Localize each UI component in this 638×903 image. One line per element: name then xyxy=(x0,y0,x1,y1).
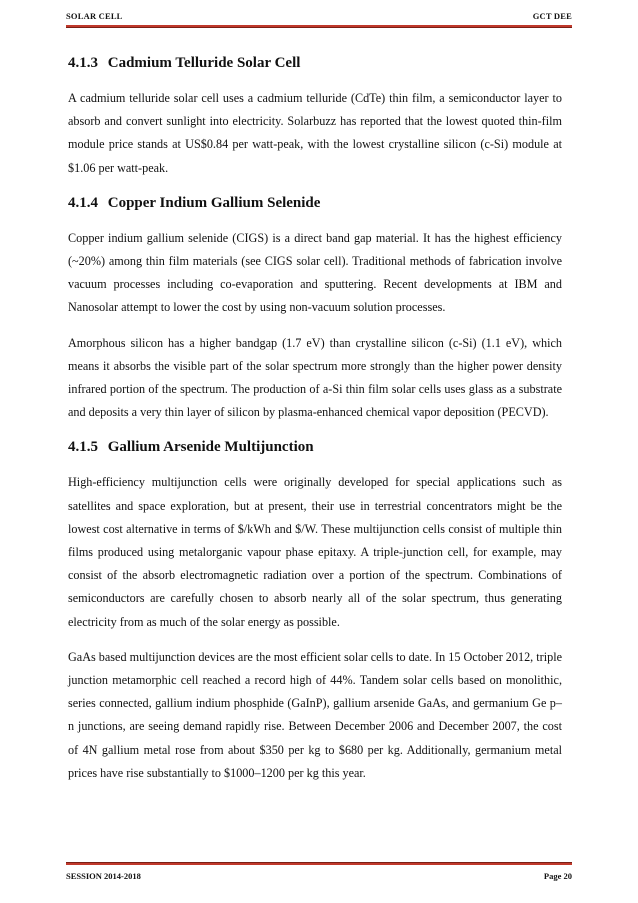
paragraph: Amorphous silicon has a higher bandgap (1.7 eV) than crystalline silicon (c-Si) (1.1 eV), which means it absorbs the visible part of the solar spectrum more strongly than the higher power density infrared portion of the spectrum. The production of a-Si thin film solar cells uses glass as a substrate and deposits a very thin layer of silicon by plasma-enhanced chemical vapor deposition (PECVD). xyxy=(68,335,562,420)
page-content xyxy=(68,52,562,797)
section-number: 4.1.4 xyxy=(68,194,98,211)
paragraph: High-efficiency multijunction cells were originally developed for special applications such as satellites and space exploration, but at present, their use in terrestrial concentrators might be the lowest cost alternative in terms of $/kWh and $/W. These multijunction cells consist of multiple thin films produced using metalorganic vapour phase epitaxy. A triple-junction cell, for example, may consist of the absorb electromagnetic radiation over a portion of the spectrum. Combinations of semiconductors are carefully chosen to absorb nearly all of the solar spectrum, thus generating electricity from as much of the solar energy as possible. xyxy=(68,475,562,629)
page-number: Page 20 xyxy=(543,871,572,881)
section-cadmium-telluride xyxy=(68,52,562,180)
footer-rule xyxy=(66,862,572,865)
section-gallium-arsenide xyxy=(68,436,562,785)
header-rule xyxy=(66,25,572,28)
section-title: Gallium Arsenide Multijunction xyxy=(107,439,314,456)
section-heading xyxy=(68,52,562,74)
section-title: Cadmium Telluride Solar Cell xyxy=(107,55,301,71)
section-cigs xyxy=(68,192,562,425)
header-right: GCT DEE xyxy=(532,11,572,21)
paragraph: GaAs based multijunction devices are the most efficient solar cells to date. In 15 October 2012, triple junction metamorphic cell reached a record high of 44%. Tandem solar cells based on monolithic, series connected, gallium indium phosphide (GaInP), gallium arsenide GaAs, and germanium Ge p–n junctions, are seeing demand rapidly rise. Between December 2006 and December 2007, the cost of 4N gallium metal rose from about $350 per kg to $680 per kg. Additionally, germanium metal prices have rise substantially to $1000–1200 per kg this year. xyxy=(68,649,562,780)
page-header xyxy=(66,11,572,21)
page-footer xyxy=(66,871,572,881)
paragraph: Copper indium gallium selenide (CIGS) is a direct band gap material. It has the highest efficiency (~20%) among thin film materials (see CIGS solar cell). Traditional methods of fabrication involve vacuum processes including co-evaporation and sputtering. Recent developments at IBM and Nanosolar attempt to lower the cost by using non-vacuum solution processes. xyxy=(68,230,562,315)
paragraph: A cadmium telluride solar cell uses a cadmium telluride (CdTe) thin film, a semiconductor layer to absorb and convert sunlight into electricity. Solarbuzz has reported that the lowest quoted thin-film module price stands at US$0.84 per watt-peak, with the lowest crystalline silicon (c-Si) module at $1.06 per watt-peak. xyxy=(68,91,562,175)
section-heading xyxy=(68,436,562,458)
section-number: 4.1.3 xyxy=(68,55,98,71)
footer-left: SESSION 2014-2018 xyxy=(66,871,141,881)
section-number: 4.1.5 xyxy=(68,439,98,456)
header-left: SOLAR CELL xyxy=(66,11,123,21)
section-heading xyxy=(68,192,562,214)
section-title: Copper Indium Gallium Selenide xyxy=(107,194,321,211)
